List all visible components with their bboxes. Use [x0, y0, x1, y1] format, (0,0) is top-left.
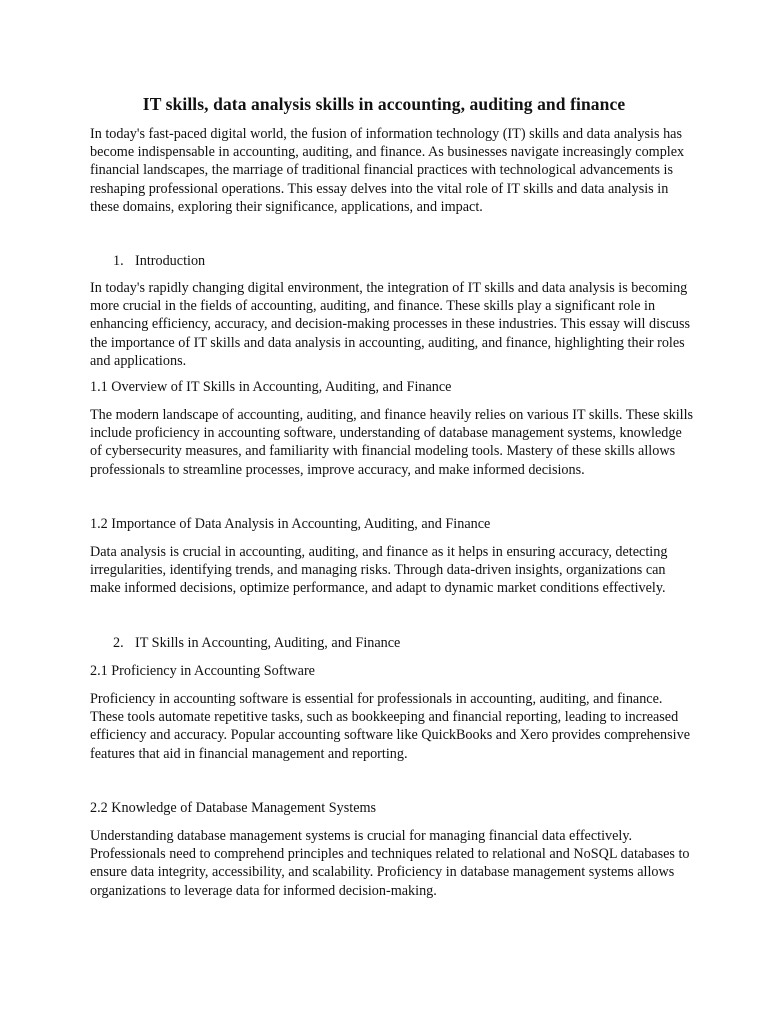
subsection-2-1-heading: 2.1 Proficiency in Accounting Software	[90, 663, 315, 679]
paragraph-line: efficiency and accuracy. Popular accounting software like QuickBooks and Xero provides comprehensive	[90, 727, 690, 744]
intro-paragraph	[90, 125, 690, 216]
paragraph-line: professionals to streamline processes, improve accuracy, and make informed decisions.	[90, 461, 585, 478]
paragraph-line: include proficiency in accounting software, understanding of database management systems, knowledge	[90, 425, 682, 442]
subsection-2-2-heading: 2.2 Knowledge of Database Management Systems	[90, 800, 377, 816]
subsection-2-1-paragraph	[90, 690, 690, 763]
paragraph-line: make informed decisions, optimize performance, and adapt to dynamic market conditions effectively.	[90, 580, 666, 597]
paragraph-line: these domains, exploring their significance, applications, and impact.	[90, 198, 483, 215]
paragraph-line: Professionals need to comprehend principles and techniques related to relational and NoSQL databases to	[90, 846, 690, 863]
paragraph-line: organizations to leverage data for informed decision-making.	[90, 882, 437, 899]
subsection-1-1-heading: 1.1 Overview of IT Skills in Accounting, Auditing, and Finance	[90, 379, 452, 395]
paragraph-line: more crucial in the fields of accounting, auditing, and finance. These skills play a significant role in	[90, 298, 656, 315]
paragraph-line: Proficiency in accounting software is essential for professionals in accounting, auditing, and finance.	[90, 691, 663, 707]
paragraph-line: the importance of IT skills and data analysis in accounting, auditing, and finance, highlighting their roles	[90, 334, 685, 351]
paragraph-line: become indispensable in accounting, auditing, and finance. As businesses navigate increasingly complex	[90, 144, 685, 161]
paragraph-line: enhancing efficiency, accuracy, and decision-making processes in these industries. This essay will discuss	[90, 316, 691, 333]
paragraph-line: financial landscapes, the marriage of traditional financial practices with technological advancements is	[90, 162, 674, 179]
paragraph-line: reshaping professional operations. This essay delves into the vital role of IT skills and data analysis in	[90, 180, 669, 197]
paragraph-line: Data analysis is crucial in accounting, auditing, and finance as it helps in ensuring accuracy, detecting	[90, 544, 668, 560]
subsection-1-2-paragraph	[90, 543, 690, 598]
subsection-1-2-heading: 1.2 Importance of Data Analysis in Accounting, Auditing, and Finance	[90, 516, 491, 532]
paragraph-line: irregularities, identifying trends, and managing risks. Through data-driven insights, organizations can	[90, 562, 666, 579]
subsection-1-1-paragraph	[90, 406, 694, 479]
section-1-paragraph	[90, 279, 690, 370]
section-title: Introduction	[135, 253, 206, 269]
paragraph-line: of cybersecurity measures, and familiarity with financial modeling tools. Mastery of these skills allows	[90, 443, 676, 460]
paragraph-line: and applications.	[90, 352, 187, 369]
paragraph-line: These tools automate repetitive tasks, such as bookkeeping and financial reporting, leading to increased	[90, 709, 679, 726]
paragraph-line: In today's fast-paced digital world, the fusion of information technology (IT) skills and data analysis has	[90, 126, 682, 142]
paragraph-line: ensure data integrity, accessibility, and scalability. Proficiency in database management systems allows	[90, 864, 675, 881]
paragraph-line: The modern landscape of accounting, auditing, and finance heavily relies on various IT skills. These skills	[90, 407, 694, 423]
paragraph-line: Understanding database management systems is crucial for managing financial data effectively.	[90, 828, 633, 844]
document-title: IT skills, data analysis skills in accounting, auditing and finance	[142, 94, 626, 114]
section-number: 1.	[113, 253, 124, 269]
paragraph-line: features that aid in financial management and reporting.	[90, 745, 408, 762]
section-number: 2.	[113, 635, 124, 651]
subsection-2-2-paragraph	[90, 827, 690, 900]
paragraph-line: In today's rapidly changing digital environment, the integration of IT skills and data analysis is becoming	[90, 280, 688, 296]
section-title: IT Skills in Accounting, Auditing, and Finance	[135, 635, 401, 651]
